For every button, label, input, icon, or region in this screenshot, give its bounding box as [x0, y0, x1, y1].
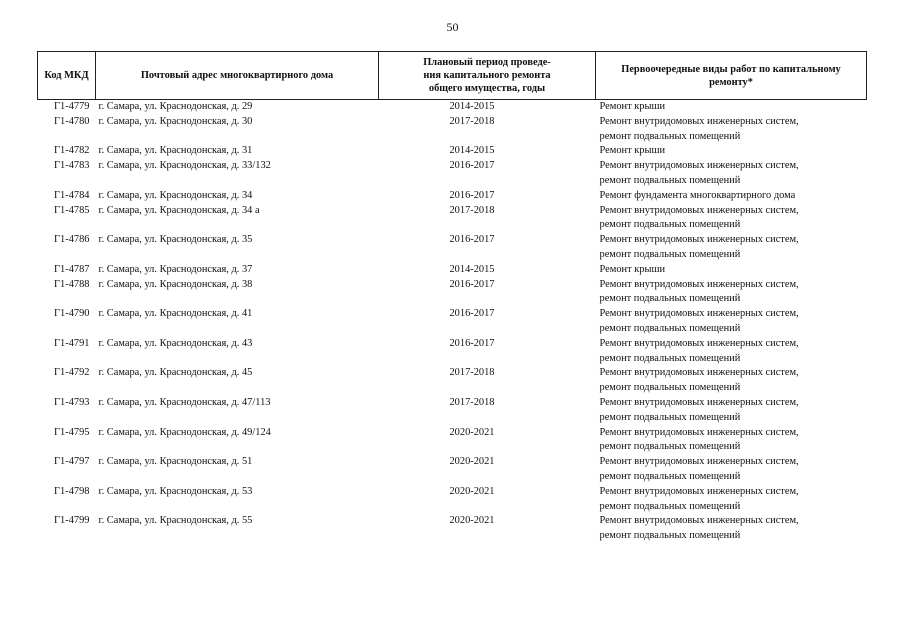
priority-works — [596, 455, 867, 485]
priority-works — [596, 189, 867, 204]
work-type-line: ремонт подвальных помещений — [599, 219, 741, 231]
table-row — [38, 366, 867, 396]
work-type-line: ремонт подвальных помещений — [599, 382, 741, 394]
mkd-code: Г1-4799 — [54, 515, 90, 527]
postal-address: г. Самара, ул. Краснодонская, д. 43 — [98, 337, 253, 349]
planned-period: 2016-2017 — [449, 160, 495, 172]
header-period — [379, 52, 596, 100]
priority-works — [596, 278, 867, 308]
priority-works — [596, 115, 867, 145]
priority-works — [596, 307, 867, 337]
table-row — [38, 307, 867, 337]
postal-address: г. Самара, ул. Краснодонская, д. 53 — [98, 485, 253, 497]
work-type-line: Ремонт внутридомовых инженерных систем, — [599, 204, 799, 216]
priority-works — [596, 485, 867, 515]
postal-address: г. Самара, ул. Краснодонская, д. 31 — [98, 145, 253, 157]
planned-period: 2020-2021 — [449, 485, 495, 497]
postal-address: г. Самара, ул. Краснодонская, д. 51 — [98, 456, 253, 468]
mkd-code: Г1-4797 — [54, 456, 90, 468]
table-row — [38, 189, 867, 204]
postal-address: г. Самара, ул. Краснодонская, д. 55 — [98, 515, 253, 527]
planned-period: 2016-2017 — [449, 189, 495, 201]
table-row — [38, 233, 867, 263]
work-type-line: Ремонт внутридомовых инженерных систем, — [599, 485, 799, 497]
mkd-code: Г1-4795 — [54, 426, 90, 438]
planned-period: 2017-2018 — [449, 396, 495, 408]
planned-period: 2016-2017 — [449, 278, 495, 290]
work-type-line: Ремонт внутридомовых инженерных систем, — [599, 308, 799, 320]
mkd-code: Г1-4791 — [54, 337, 90, 349]
mkd-code: Г1-4790 — [54, 308, 90, 320]
header-period-line: ния капитального ремонта — [423, 70, 551, 81]
planned-period: 2017-2018 — [449, 367, 495, 379]
work-type-line: Ремонт внутридомовых инженерных систем, — [599, 337, 799, 349]
mkd-code: Г1-4782 — [54, 145, 90, 157]
table-row — [38, 337, 867, 367]
work-type-line: Ремонт внутридомовых инженерных систем, — [599, 367, 799, 379]
priority-works — [596, 396, 867, 426]
priority-works — [596, 159, 867, 189]
mkd-code: Г1-4783 — [54, 160, 90, 172]
work-type-line: Ремонт внутридомовых инженерных систем, — [599, 278, 799, 290]
table-body — [38, 100, 867, 544]
table-row — [38, 278, 867, 308]
table-row — [38, 100, 867, 115]
header-row — [38, 52, 867, 100]
planned-period: 2016-2017 — [449, 308, 495, 320]
postal-address: г. Самара, ул. Краснодонская, д. 34 а — [98, 204, 260, 216]
repair-schedule-table — [37, 51, 867, 544]
work-type-line: Ремонт внутридомовых инженерных систем, — [599, 160, 799, 172]
work-type-line: Ремонт внутридомовых инженерных систем, — [599, 515, 799, 527]
header-code: Код МКД — [38, 52, 96, 100]
mkd-code: Г1-4784 — [54, 189, 90, 201]
header-period-line: общего имущества, годы — [428, 83, 546, 94]
work-type-line: ремонт подвальных помещений — [599, 352, 741, 364]
table-row — [38, 115, 867, 145]
planned-period: 2014-2015 — [449, 263, 495, 275]
header-address: Почтовый адрес многоквартирного дома — [96, 52, 379, 100]
postal-address: г. Самара, ул. Краснодонская, д. 45 — [98, 367, 253, 379]
mkd-code: Г1-4787 — [54, 263, 90, 275]
mkd-code: Г1-4792 — [54, 367, 90, 379]
priority-works — [596, 337, 867, 367]
work-type-line: Ремонт внутридомовых инженерных систем, — [599, 234, 799, 246]
planned-period: 2014-2015 — [449, 101, 495, 112]
header-works — [596, 52, 867, 100]
postal-address: г. Самара, ул. Краснодонская, д. 47/113 — [98, 396, 271, 408]
priority-works — [596, 144, 867, 159]
table-row — [38, 514, 867, 544]
priority-works — [596, 204, 867, 234]
planned-period: 2020-2021 — [449, 515, 495, 527]
planned-period: 2017-2018 — [449, 115, 495, 127]
priority-works — [596, 100, 867, 115]
work-type-line: Ремонт внутридомовых инженерных систем, — [599, 456, 799, 468]
table-row — [38, 263, 867, 278]
work-type-line: Ремонт крыши — [599, 101, 666, 112]
mkd-code: Г1-4788 — [54, 278, 90, 290]
planned-period: 2016-2017 — [449, 337, 495, 349]
work-type-line: ремонт подвальных помещений — [599, 130, 741, 142]
mkd-code: Г1-4798 — [54, 485, 90, 497]
table-row — [38, 144, 867, 159]
table-row — [38, 485, 867, 515]
work-type-line: ремонт подвальных помещений — [599, 174, 741, 186]
table-row — [38, 455, 867, 485]
work-type-line: ремонт подвальных помещений — [599, 530, 741, 542]
priority-works — [596, 233, 867, 263]
priority-works — [596, 426, 867, 456]
work-type-line: Ремонт фундамента многоквартирного дома — [599, 189, 796, 201]
header-works-line: Первоочередные виды работ по капитальному — [621, 63, 841, 75]
table-row — [38, 159, 867, 189]
planned-period: 2020-2021 — [449, 426, 495, 438]
table-row — [38, 204, 867, 234]
planned-period: 2017-2018 — [449, 204, 495, 216]
header-works-line: ремонту* — [709, 76, 753, 88]
planned-period: 2016-2017 — [449, 234, 495, 246]
postal-address: г. Самара, ул. Краснодонская, д. 41 — [98, 308, 253, 320]
planned-period: 2020-2021 — [449, 456, 495, 468]
mkd-code: Г1-4785 — [54, 204, 90, 216]
mkd-code: Г1-4793 — [54, 396, 90, 408]
work-type-line: ремонт подвальных помещений — [599, 322, 741, 334]
work-type-line: Ремонт крыши — [599, 263, 666, 275]
mkd-code: Г1-4780 — [54, 115, 90, 127]
table-row — [38, 426, 867, 456]
work-type-line: Ремонт внутридомовых инженерных систем, — [599, 396, 799, 408]
postal-address: г. Самара, ул. Краснодонская, д. 34 — [98, 189, 253, 201]
planned-period: 2014-2015 — [449, 145, 495, 157]
header-period-line: Плановый период проведе- — [423, 57, 551, 68]
page-number: 50 — [446, 20, 459, 34]
mkd-code: Г1-4779 — [54, 101, 90, 112]
postal-address: г. Самара, ул. Краснодонская, д. 35 — [98, 234, 253, 246]
work-type-line: ремонт подвальных помещений — [599, 411, 741, 423]
work-type-line: ремонт подвальных помещений — [599, 500, 741, 512]
table-row — [38, 396, 867, 426]
work-type-line: Ремонт внутридомовых инженерных систем, — [599, 115, 799, 127]
work-type-line: Ремонт внутридомовых инженерных систем, — [599, 426, 799, 438]
work-type-line: ремонт подвальных помещений — [599, 248, 741, 260]
work-type-line: ремонт подвальных помещений — [599, 441, 741, 453]
postal-address: г. Самара, ул. Краснодонская, д. 49/124 — [98, 426, 271, 438]
table-header — [38, 52, 867, 100]
postal-address: г. Самара, ул. Краснодонская, д. 37 — [98, 263, 253, 275]
mkd-code: Г1-4786 — [54, 234, 90, 246]
postal-address: г. Самара, ул. Краснодонская, д. 29 — [98, 101, 253, 112]
work-type-line: ремонт подвальных помещений — [599, 470, 741, 482]
postal-address: г. Самара, ул. Краснодонская, д. 33/132 — [98, 160, 271, 172]
postal-address: г. Самара, ул. Краснодонская, д. 30 — [98, 115, 253, 127]
priority-works — [596, 514, 867, 544]
priority-works — [596, 366, 867, 396]
work-type-line: ремонт подвальных помещений — [599, 293, 741, 305]
postal-address: г. Самара, ул. Краснодонская, д. 38 — [98, 278, 253, 290]
priority-works — [596, 263, 867, 278]
work-type-line: Ремонт крыши — [599, 145, 666, 157]
